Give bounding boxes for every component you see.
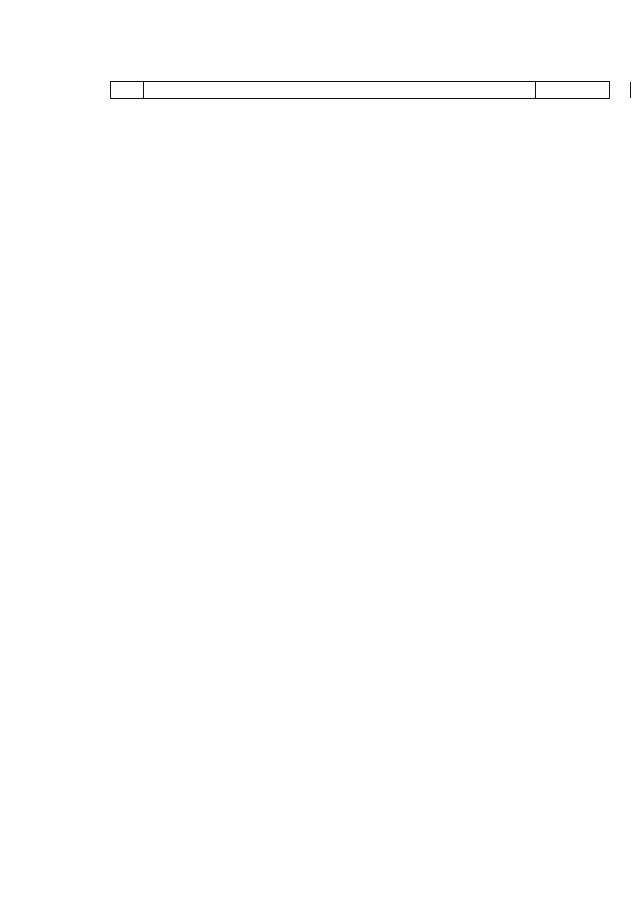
table-header [110, 81, 610, 99]
header-col-1 [111, 82, 144, 98]
header-col-3 [536, 82, 631, 98]
table-body [0, 101, 640, 124]
district-heading [0, 104, 640, 124]
header-col-4 [631, 82, 640, 98]
header-col-2 [144, 82, 536, 98]
